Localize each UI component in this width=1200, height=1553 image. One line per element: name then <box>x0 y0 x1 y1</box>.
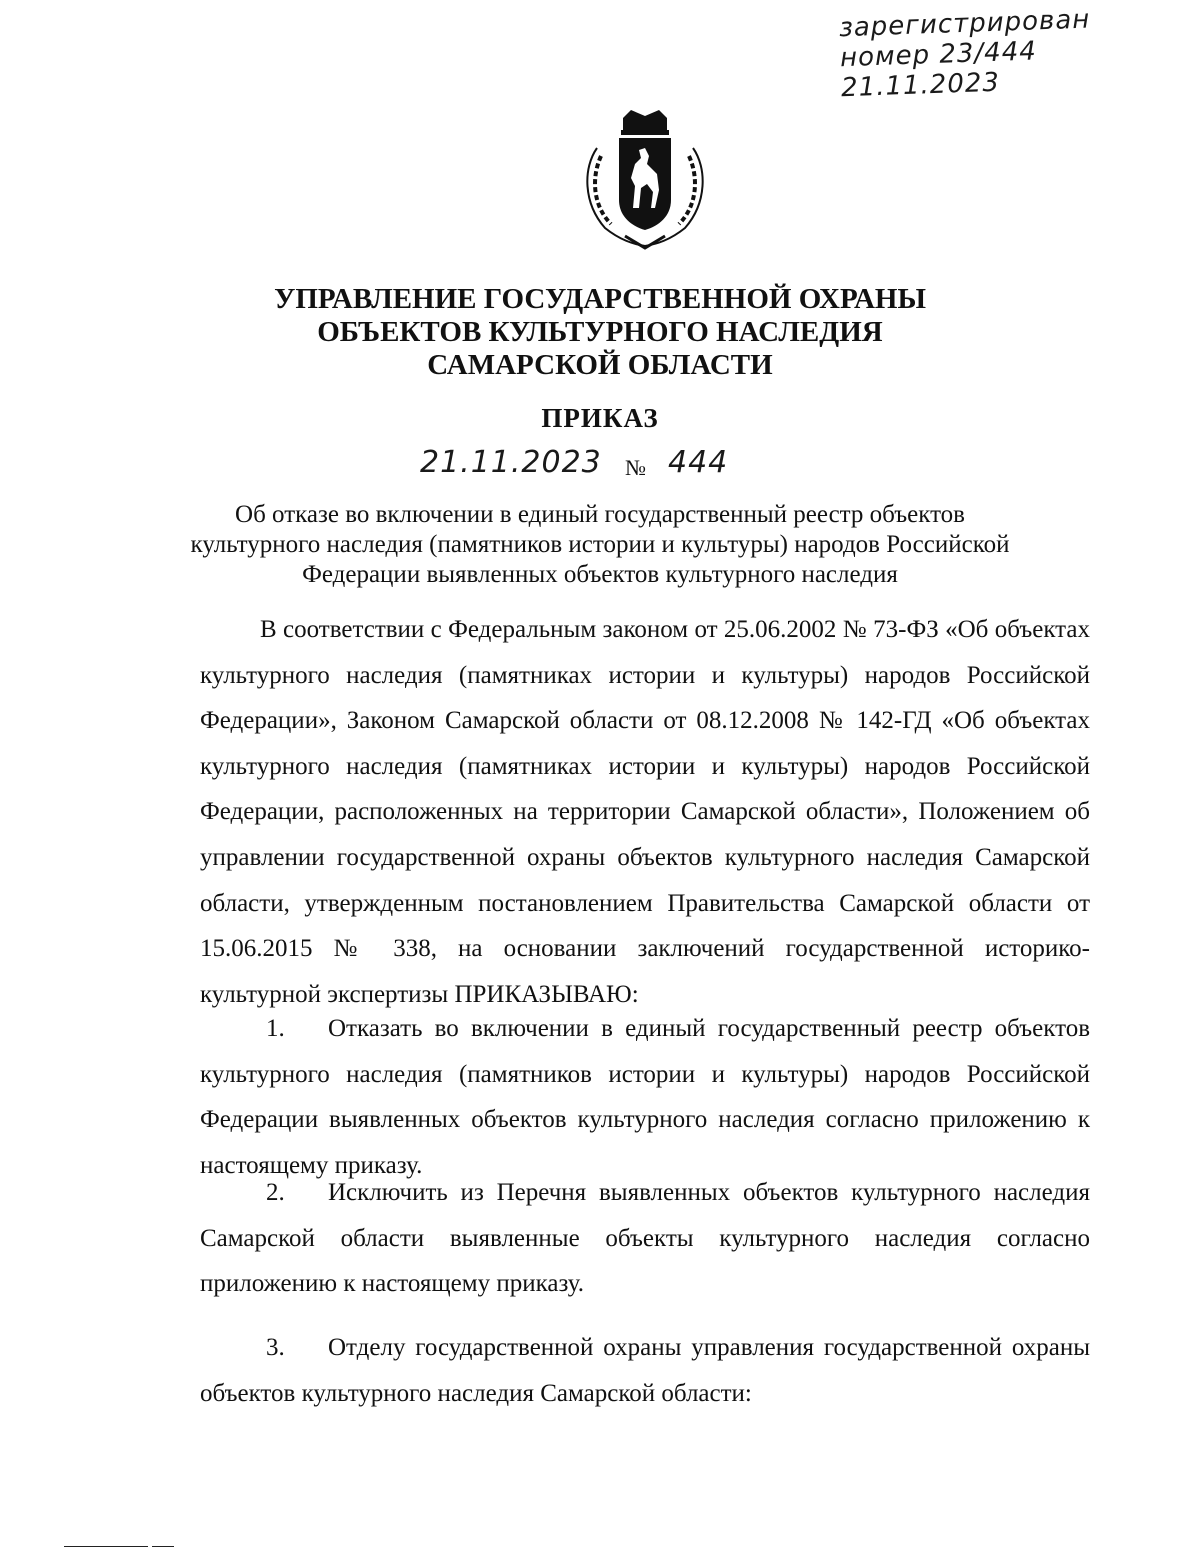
subject-line-2: культурного наследия (памятников истории и культуры) народов Российской <box>190 531 1010 558</box>
org-line-1: УПРАВЛЕНИЕ ГОСУДАРСТВЕННОЙ ОХРАНЫ <box>274 283 926 315</box>
order-item-number: 1. <box>266 1015 285 1042</box>
registration-note-line2: номер 23/444 <box>839 36 1038 74</box>
subject-line-3: Федерации выявленных объектов культурного наследия <box>302 561 898 588</box>
order-item-text: Исключить из Перечня выявленных объектов культурного наследия Самарской области выявленные объекты культурного наследия согласно приложению к настоящему приказу. <box>200 1179 1090 1298</box>
issuing-authority <box>0 283 1200 382</box>
samara-region-coat-of-arms-icon <box>575 108 715 250</box>
registration-handwritten-note <box>839 3 1142 103</box>
number-sign: № <box>625 455 646 480</box>
registration-note-line3: 21.11.2023 <box>840 67 1001 104</box>
footer-divider <box>64 1546 148 1547</box>
order-item-3 <box>200 1325 1090 1416</box>
order-item-number: 2. <box>266 1179 285 1206</box>
order-item-number: 3. <box>266 1334 285 1361</box>
order-item-text: Отделу государственной охраны управления государственной охраны объектов культурного наследия Самарской области: <box>200 1334 1090 1407</box>
document-date: 21.11.2023 <box>420 445 602 480</box>
order-item-2 <box>200 1170 1090 1307</box>
order-item-text: Отказать во включении в единый государственный реестр объектов культурного наследия (памятников истории и культуры) народов Российской Федерации выявленных объектов культурного наследия согласно приложению к настоящему приказу. <box>200 1015 1090 1179</box>
preamble-paragraph: В соответствии с Федеральным законом от 25.06.2002 № 73-ФЗ «Об объектах культурного наследия (памятниках истории и культуры) народов Российской Федерации», Законом Самарской области от 08.12.2008 № 142-ГД «Об объектах культурного наследия (памятниках истории и культуры) народов Российской Федерации, расположенных на территории Самарской области», Положением об управлении государственной охраны объектов культурного наследия Самарской области, утвержденным постановлением Правительства Самарской области от 15.06.2015 № 338, на основании заключений государственной историко-культурной экспертизы ПРИКАЗЫВАЮ: <box>200 616 1090 1008</box>
registration-note-line1: зарегистрирован <box>838 4 1091 44</box>
document-type-title: ПРИКАЗ <box>541 403 659 433</box>
subject-line-1: Об отказе во включении в единый государственный реестр объектов <box>235 501 965 528</box>
order-item-1 <box>200 1006 1090 1188</box>
document-subject <box>0 500 1200 590</box>
document-date-number-line <box>420 445 820 485</box>
document-number: 444 <box>668 445 729 480</box>
footer-divider-short <box>152 1546 174 1547</box>
org-line-2: ОБЪЕКТОВ КУЛЬТУРНОГО НАСЛЕДИЯ <box>317 316 883 348</box>
org-line-3: САМАРСКОЙ ОБЛАСТИ <box>427 349 773 381</box>
